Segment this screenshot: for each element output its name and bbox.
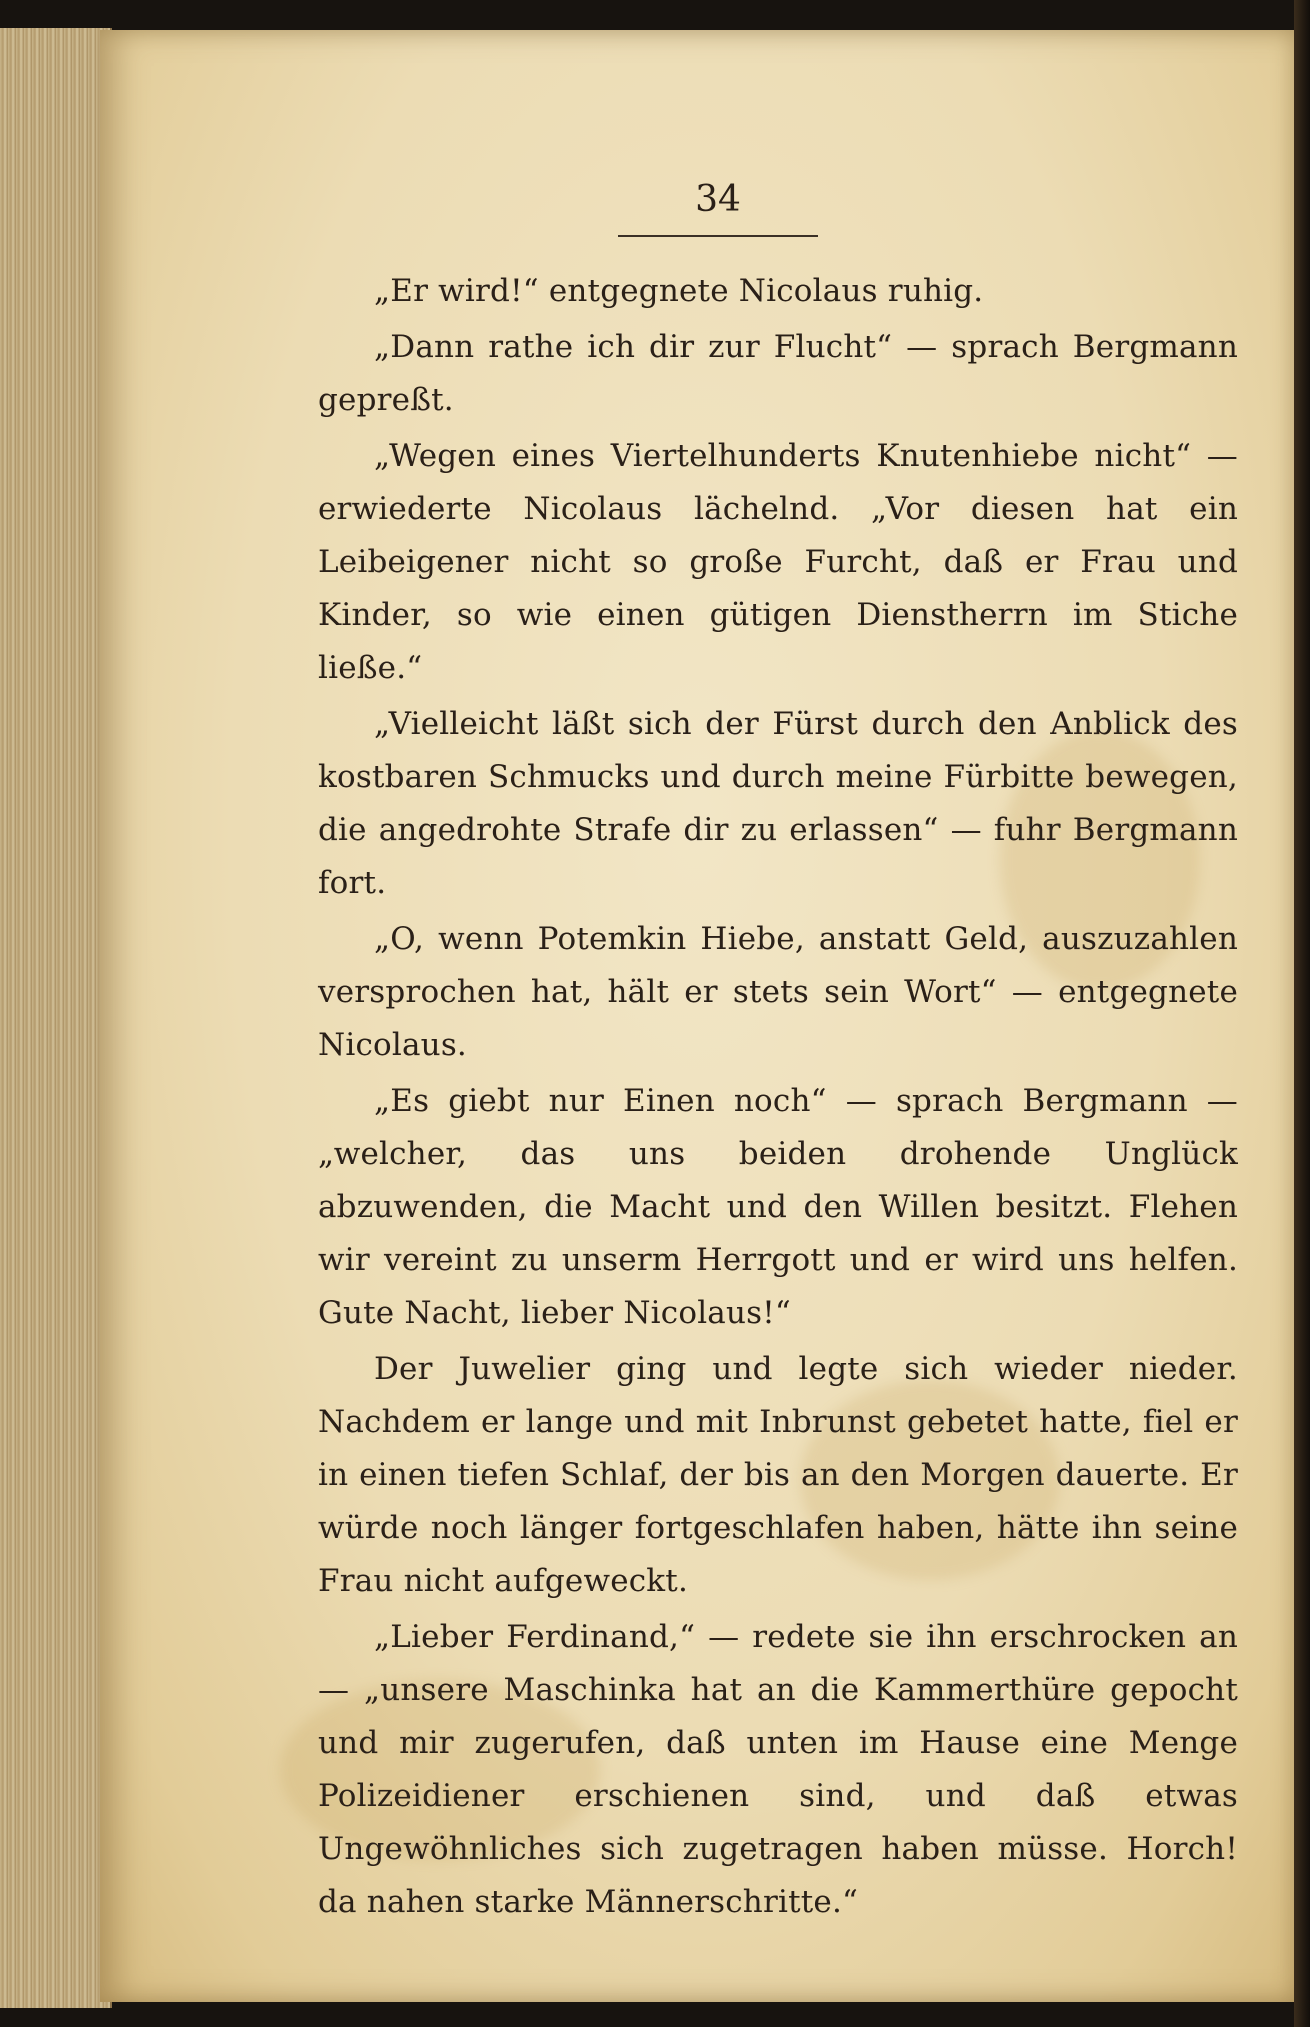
paragraph: „Wegen eines Viertelhunderts Knutenhiebe nicht“ — erwiederte Nicolaus lächelnd. „Vor diesen hat ein Leibeigener nicht so große Furcht, daß er Frau und Kinder, so wie einen gütigen Dienstherrn im Stiche ließe.“ <box>318 438 1238 686</box>
paragraph: „O, wenn Potemkin Hiebe, anstatt Geld, auszuzahlen versprochen hat, hält er stets sein Wort“ — entgegnete Nicolaus. <box>318 921 1238 1063</box>
header-rule <box>618 235 818 237</box>
paragraph: „Dann rathe ich dir zur Flucht“ — sprach Bergmann gepreßt. <box>318 329 1238 418</box>
paragraph: Der Juwelier ging und legte sich wieder nieder. Nachdem er lange und mit Inbrunst gebetet hatte, fiel er in einen tiefen Schlaf, der bis an den Morgen dauerte. Er würde noch länger fortgeschlafen haben, hätte ihn seine Frau nicht aufgeweckt. <box>318 1351 1238 1599</box>
page-content <box>318 165 1238 1932</box>
book-page-edges <box>0 28 112 2008</box>
book-cover-edge <box>1294 0 1310 2027</box>
paragraph: „Es giebt nur Einen noch“ — sprach Bergmann — „welcher, das uns beiden drohende Unglück abzuwenden, die Macht und den Willen besitzt. Flehen wir vereint zu unserm Herrgott und er wird uns helfen. Gute Nacht, lieber Nicolaus!“ <box>318 1083 1238 1331</box>
paragraph: „Lieber Ferdinand,“ — redete sie ihn erschrocken an — „unsere Maschinka hat an die Kammerthüre gepocht und mir zugerufen, daß unten im Hause eine Menge Polizeidiener erschienen sind, und daß etwas Ungewöhnliches sich zugetragen haben müsse. Horch! da nahen starke Männerschritte.“ <box>318 1619 1238 1920</box>
paragraph: „Vielleicht läßt sich der Fürst durch den Anblick des kostbaren Schmucks und durch meine Fürbitte bewegen, die angedrohte Strafe dir zu erlassen“ — fuhr Bergmann fort. <box>318 706 1238 901</box>
page-number: 34 <box>695 179 741 220</box>
paragraph: „Er wird!“ entgegnete Nicolaus ruhig. <box>374 273 984 309</box>
